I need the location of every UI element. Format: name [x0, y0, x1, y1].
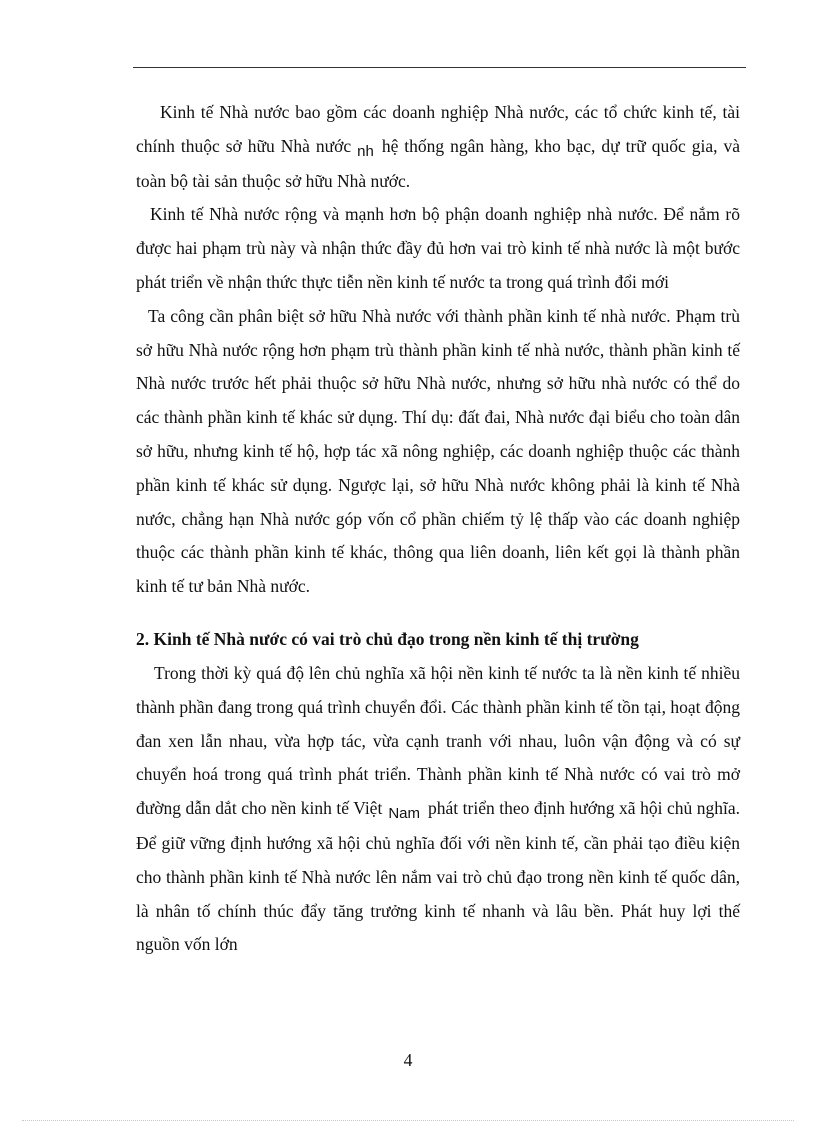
- paragraph-state-economy-scope: Kinh tế Nhà nước rộng và mạnh hơn bộ phận doanh nghiệp nhà nước. Để nắm rõ được hai phạm trù này và nhận thức đầy đủ hơn vai trò kinh tế nhà nước là một bước phát triển về nhận thức thực tiễn nền kinh tế nước ta trong quá trình đổi mới: [136, 204, 740, 292]
- section-heading: 2. Kinh tế Nhà nước có vai trò chủ đạo trong nền kinh tế thị trường: [136, 628, 639, 649]
- header-rule: [133, 67, 746, 68]
- subscript-fragment: Nam: [388, 805, 420, 823]
- paragraph-text-part: hệ thống ngân hàng, kho bạc, dự trữ quốc gia, và toàn bộ tài sản thuộc sở hữu Nhà nước.: [136, 135, 740, 191]
- page-edge-rule: [22, 1120, 794, 1121]
- document-body: [136, 96, 740, 962]
- paragraph-leading-role: [136, 657, 740, 962]
- page-number: 4: [403, 1050, 413, 1070]
- subscript-fragment: nh: [357, 142, 374, 160]
- paragraph-text-part: Kinh tế Nhà nước bao gồm các doanh nghiệp Nhà nước, các tổ chức kinh tế, tài chính thuộc sở hữu Nhà nước: [136, 102, 740, 156]
- section-gap: [136, 604, 740, 625]
- paragraph-text-part: phát triển theo định hướng xã hội chủ nghĩa. Để giữ vững định hướng xã hội chủ nghĩa đối với nền kinh tế, cần phải tạo điều kiện cho thành phần kinh tế Nhà nước lên nắm vai trò chủ đạo trong nền kinh tế quốc dân, là nhân tố chính thúc đẩy tăng trưởng kinh tế nhanh và lâu bền. Phát huy lợi thế nguồn vốn lớn: [136, 798, 740, 955]
- paragraph-ownership-distinction: Ta công cần phân biệt sở hữu Nhà nước với thành phần kinh tế nhà nước. Phạm trù sở hữu Nhà nước rộng hơn phạm trù thành phần kinh tế nhà nước, thành phần kinh tế Nhà nước trước hết phải thuộc sở hữu Nhà nước, nhưng sở hữu nhà nước có thể do các thành phần kinh tế khác sử dụng. Thí dụ: đất đai, Nhà nước đại biểu cho toàn dân sở hữu, nhưng kinh tế hộ, hợp tác xã nông nghiệp, các doanh nghiệp thuộc các thành phần kinh tế khác sử dụng. Ngược lại, sở hữu Nhà nước không phải là kinh tế Nhà nước, chẳng hạn Nhà nước góp vốn cổ phần chiếm tỷ lệ thấp vào các doanh nghiệp thuộc các thành phần kinh tế khác, thông qua liên doanh, liên kết gọi là thành phần kinh tế tư bản Nhà nước.: [136, 305, 740, 597]
- paragraph-text-part: Trong thời kỳ quá độ lên chủ nghĩa xã hội nền kinh tế nước ta là nền kinh tế nhiều thành phần đang trong quá trình chuyển đổi. Các thành phần kinh tế tồn tại, hoạt động đan xen lẫn nhau, vừa hợp tác, vừa cạnh tranh với nhau, luôn vận động và có sự chuyển hoá trong quá trình phát triển. Thành phần kinh tế Nhà nước có vai trò mở đường dẫn dắt cho nền kinh tế Việt: [136, 662, 740, 819]
- paragraph-state-economy-definition: [136, 96, 740, 198]
